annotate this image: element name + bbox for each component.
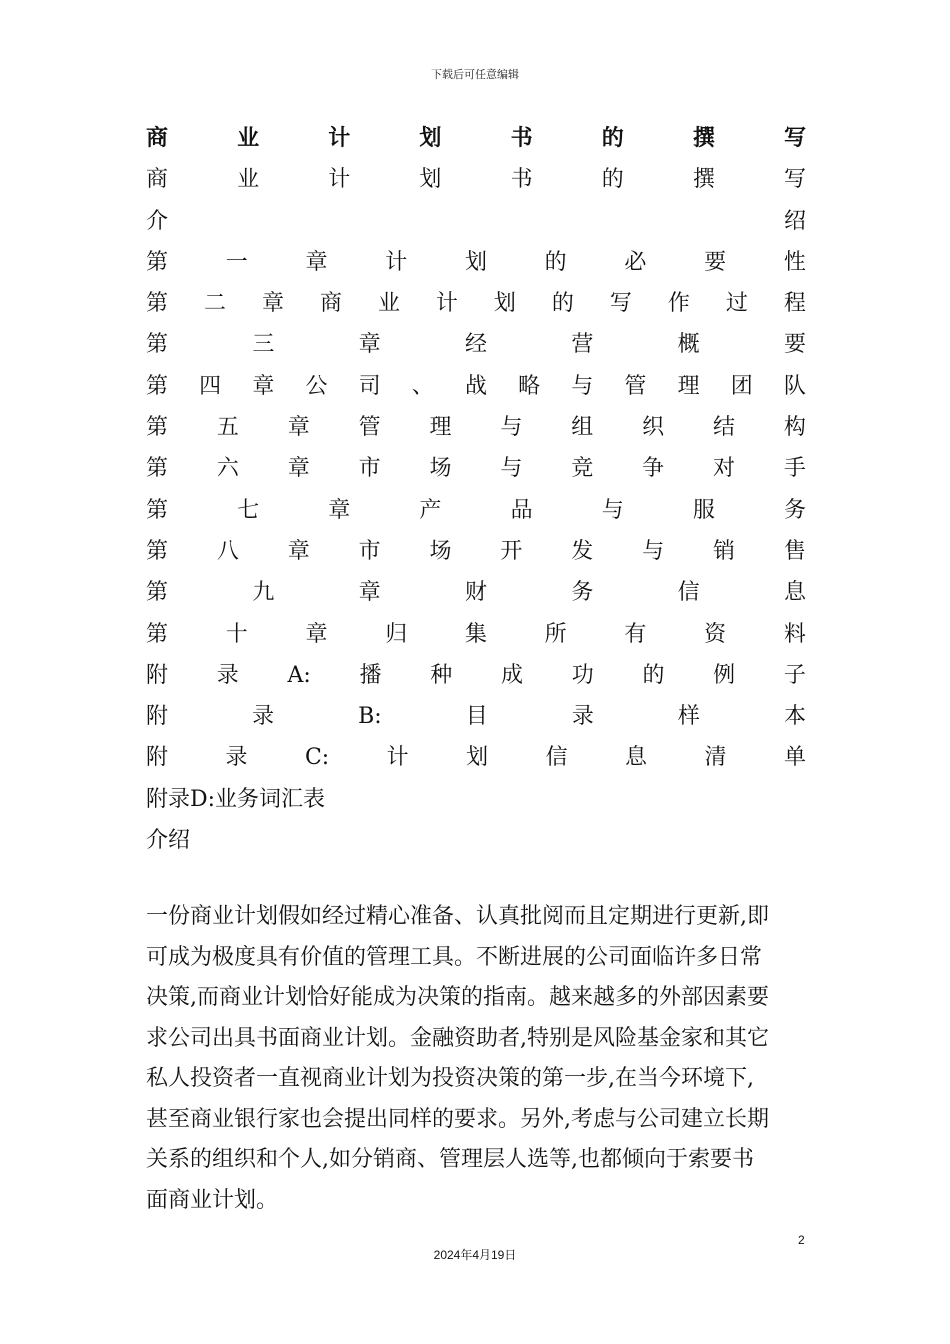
toc-text: 划 bbox=[466, 745, 489, 771]
toc-text: 营 bbox=[571, 332, 594, 358]
toc-text: 撰 bbox=[692, 167, 715, 193]
toc-text: 清 bbox=[704, 745, 727, 771]
toc-text: 与 bbox=[571, 373, 594, 399]
toc-text: 务 bbox=[783, 497, 806, 523]
toc-text: 章 bbox=[287, 415, 310, 441]
toc-text: 划 bbox=[464, 249, 487, 275]
toc-line bbox=[146, 159, 806, 200]
paragraph-line: 关系的组织和个人,如分销商、管理层人选等,也都倾向于索要书 bbox=[146, 1147, 754, 1173]
paragraph-line: 一份商业计划假如经过精心准备、认真批阅而且定期进行更新,即 bbox=[146, 904, 769, 930]
toc-text: 章 bbox=[358, 580, 381, 606]
toc-text: 场 bbox=[429, 538, 452, 564]
toc-text: 计 bbox=[435, 291, 458, 317]
toc-text: 队 bbox=[783, 373, 806, 399]
toc-text: 成 bbox=[500, 662, 523, 688]
toc-line bbox=[146, 324, 806, 365]
toc-text: 附 bbox=[146, 704, 169, 730]
toc-text: 章 bbox=[252, 373, 275, 399]
toc-text: 三 bbox=[252, 332, 275, 358]
toc-text: 一 bbox=[225, 249, 248, 275]
toc-text: 产 bbox=[419, 497, 442, 523]
toc-text: 写 bbox=[783, 167, 806, 193]
toc-line bbox=[146, 696, 806, 737]
toc-text: 章 bbox=[305, 249, 328, 275]
toc-text: 开 bbox=[500, 538, 523, 564]
title-char: 商 bbox=[146, 125, 169, 151]
toc-text: 料 bbox=[783, 621, 806, 647]
toc-line bbox=[146, 242, 806, 283]
toc-text: 划 bbox=[493, 291, 516, 317]
paragraph-line: 甚至商业银行家也会提出同样的要求。另外,考虑与公司建立长期 bbox=[146, 1106, 769, 1132]
header-note: 下载后可任意编辑 bbox=[431, 68, 519, 81]
toc-text: 的 bbox=[551, 291, 574, 317]
toc-text: 司 bbox=[358, 373, 381, 399]
toc-text: 场 bbox=[429, 456, 452, 482]
toc-text: 与 bbox=[500, 415, 523, 441]
toc-text: 管 bbox=[624, 373, 647, 399]
toc-text: 附 bbox=[146, 745, 169, 771]
toc-line bbox=[146, 572, 806, 613]
toc-text: 绍 bbox=[783, 208, 806, 234]
toc-text: 略 bbox=[518, 373, 541, 399]
toc-text: 归 bbox=[385, 621, 408, 647]
toc-line bbox=[146, 490, 806, 531]
toc-text: 录 bbox=[252, 704, 275, 730]
toc-text: 四 bbox=[199, 373, 222, 399]
toc-text: 录 bbox=[216, 662, 239, 688]
toc-text: 业 bbox=[237, 167, 260, 193]
toc-line bbox=[146, 531, 806, 572]
toc-text: 程 bbox=[783, 291, 806, 317]
toc-text: 章 bbox=[261, 291, 284, 317]
toc-text: 经 bbox=[464, 332, 487, 358]
toc-text: 理 bbox=[677, 373, 700, 399]
toc-text: 章 bbox=[287, 538, 310, 564]
toc-text: 过 bbox=[725, 291, 748, 317]
table-of-contents bbox=[146, 159, 806, 778]
toc-text: 五 bbox=[216, 415, 239, 441]
title-char: 写 bbox=[783, 125, 806, 151]
toc-text: 七 bbox=[237, 497, 260, 523]
toc-text: 售 bbox=[783, 538, 806, 564]
toc-text: 章 bbox=[305, 621, 328, 647]
toc-line bbox=[146, 448, 806, 489]
toc-text: 第 bbox=[146, 497, 169, 523]
toc-text: 手 bbox=[783, 456, 806, 482]
paragraph-line: 面商业计划。 bbox=[146, 1187, 279, 1213]
toc-text: 第 bbox=[146, 538, 169, 564]
toc-text: 集 bbox=[464, 621, 487, 647]
toc-text: 二 bbox=[203, 291, 226, 317]
toc-text: 服 bbox=[692, 497, 715, 523]
toc-text: 与 bbox=[601, 497, 624, 523]
toc-text: A: bbox=[287, 662, 311, 688]
toc-text: 业 bbox=[377, 291, 400, 317]
toc-text: 介 bbox=[146, 208, 169, 234]
title-char: 计 bbox=[328, 125, 351, 151]
toc-text: 录 bbox=[225, 745, 248, 771]
toc-text: 章 bbox=[287, 456, 310, 482]
footer-date: 2024年4月19日 bbox=[433, 1248, 517, 1262]
title-char: 划 bbox=[419, 125, 442, 151]
paragraph-line: 私人投资者一直视商业计划为投资决策的第一步,在当今环境下, bbox=[146, 1066, 754, 1092]
toc-text: 信 bbox=[677, 580, 700, 606]
toc-text: 第 bbox=[146, 249, 169, 275]
toc-text: 第 bbox=[146, 456, 169, 482]
toc-text: 写 bbox=[609, 291, 632, 317]
toc-text: 的 bbox=[642, 662, 665, 688]
intro-heading: 介绍 bbox=[146, 828, 191, 854]
toc-text: 计 bbox=[385, 249, 408, 275]
document-title bbox=[146, 118, 806, 159]
toc-text: 要 bbox=[783, 332, 806, 358]
toc-text: 功 bbox=[571, 662, 594, 688]
toc-text: 的 bbox=[601, 167, 624, 193]
toc-text: 销 bbox=[713, 538, 736, 564]
toc-text: 商 bbox=[319, 291, 342, 317]
toc-text: 团 bbox=[730, 373, 753, 399]
toc-line bbox=[146, 655, 806, 696]
toc-line bbox=[146, 283, 806, 324]
toc-text: 息 bbox=[625, 745, 648, 771]
toc-text: 附 bbox=[146, 662, 169, 688]
toc-text: 发 bbox=[571, 538, 594, 564]
toc-text: 六 bbox=[216, 456, 239, 482]
toc-text: 八 bbox=[216, 538, 239, 564]
toc-text: 财 bbox=[464, 580, 487, 606]
toc-text: 息 bbox=[783, 580, 806, 606]
paragraph-line: 可成为极度具有价值的管理工具。不断进展的公司面临许多日常 bbox=[146, 944, 763, 970]
toc-text: 要 bbox=[704, 249, 727, 275]
toc-text: 第 bbox=[146, 291, 169, 317]
toc-text: 子 bbox=[783, 662, 806, 688]
toc-text: 所 bbox=[544, 621, 567, 647]
toc-text: 公 bbox=[305, 373, 328, 399]
toc-text: 务 bbox=[571, 580, 594, 606]
paragraph-line: 决策,而商业计划恰好能成为决策的指南。越来越多的外部因素要 bbox=[146, 985, 769, 1011]
toc-text: 种 bbox=[430, 662, 453, 688]
toc-text: 对 bbox=[713, 456, 736, 482]
toc-text: 章 bbox=[328, 497, 351, 523]
toc-text: 录 bbox=[571, 704, 594, 730]
toc-text: B: bbox=[358, 704, 382, 730]
toc-text: 与 bbox=[642, 538, 665, 564]
toc-text: 计 bbox=[328, 167, 351, 193]
toc-text: 组 bbox=[571, 415, 594, 441]
toc-text: 管 bbox=[358, 415, 381, 441]
toc-text: 播 bbox=[359, 662, 382, 688]
toc-text: 争 bbox=[642, 456, 665, 482]
intro-paragraph bbox=[146, 897, 806, 1221]
toc-text: 目 bbox=[465, 704, 488, 730]
toc-text: 、 bbox=[411, 373, 434, 399]
toc-text: 织 bbox=[642, 415, 665, 441]
title-char: 书 bbox=[510, 125, 533, 151]
toc-text: 第 bbox=[146, 580, 169, 606]
page-number: 2 bbox=[798, 1233, 805, 1247]
toc-text: 有 bbox=[624, 621, 647, 647]
toc-line bbox=[146, 737, 806, 778]
toc-text: 概 bbox=[677, 332, 700, 358]
toc-text: 单 bbox=[783, 745, 806, 771]
toc-line bbox=[146, 614, 806, 655]
toc-text: 市 bbox=[358, 456, 381, 482]
toc-line bbox=[146, 201, 806, 242]
toc-text: 结 bbox=[713, 415, 736, 441]
toc-text: 九 bbox=[252, 580, 275, 606]
paragraph-line: 求公司出具书面商业计划。金融资助者,特别是风险基金家和其它 bbox=[146, 1025, 769, 1051]
toc-text: 十 bbox=[225, 621, 248, 647]
toc-text: 品 bbox=[510, 497, 533, 523]
toc-appendix-d: 附录D:业务词汇表 bbox=[146, 786, 326, 812]
toc-text: C: bbox=[304, 745, 330, 771]
toc-text: 样 bbox=[677, 704, 700, 730]
toc-text: 作 bbox=[667, 291, 690, 317]
toc-text: 与 bbox=[500, 456, 523, 482]
title-char: 的 bbox=[601, 125, 624, 151]
title-char: 业 bbox=[237, 125, 260, 151]
toc-text: 划 bbox=[419, 167, 442, 193]
toc-text: 商 bbox=[146, 167, 169, 193]
toc-text: 例 bbox=[713, 662, 736, 688]
toc-text: 书 bbox=[510, 167, 533, 193]
toc-text: 计 bbox=[386, 745, 409, 771]
toc-text: 理 bbox=[429, 415, 452, 441]
toc-text: 本 bbox=[783, 704, 806, 730]
toc-text: 第 bbox=[146, 332, 169, 358]
toc-text: 性 bbox=[783, 249, 806, 275]
document-body bbox=[146, 118, 806, 1221]
toc-line bbox=[146, 366, 806, 407]
toc-text: 竞 bbox=[571, 456, 594, 482]
toc-text: 第 bbox=[146, 621, 169, 647]
toc-text: 必 bbox=[624, 249, 647, 275]
toc-text: 构 bbox=[783, 415, 806, 441]
toc-text: 第 bbox=[146, 373, 169, 399]
toc-text: 章 bbox=[358, 332, 381, 358]
toc-line bbox=[146, 407, 806, 448]
toc-text: 的 bbox=[544, 249, 567, 275]
toc-text: 资 bbox=[704, 621, 727, 647]
title-char: 撰 bbox=[692, 125, 715, 151]
toc-text: 战 bbox=[464, 373, 487, 399]
toc-text: 信 bbox=[545, 745, 568, 771]
toc-text: 第 bbox=[146, 415, 169, 441]
toc-text: 市 bbox=[358, 538, 381, 564]
